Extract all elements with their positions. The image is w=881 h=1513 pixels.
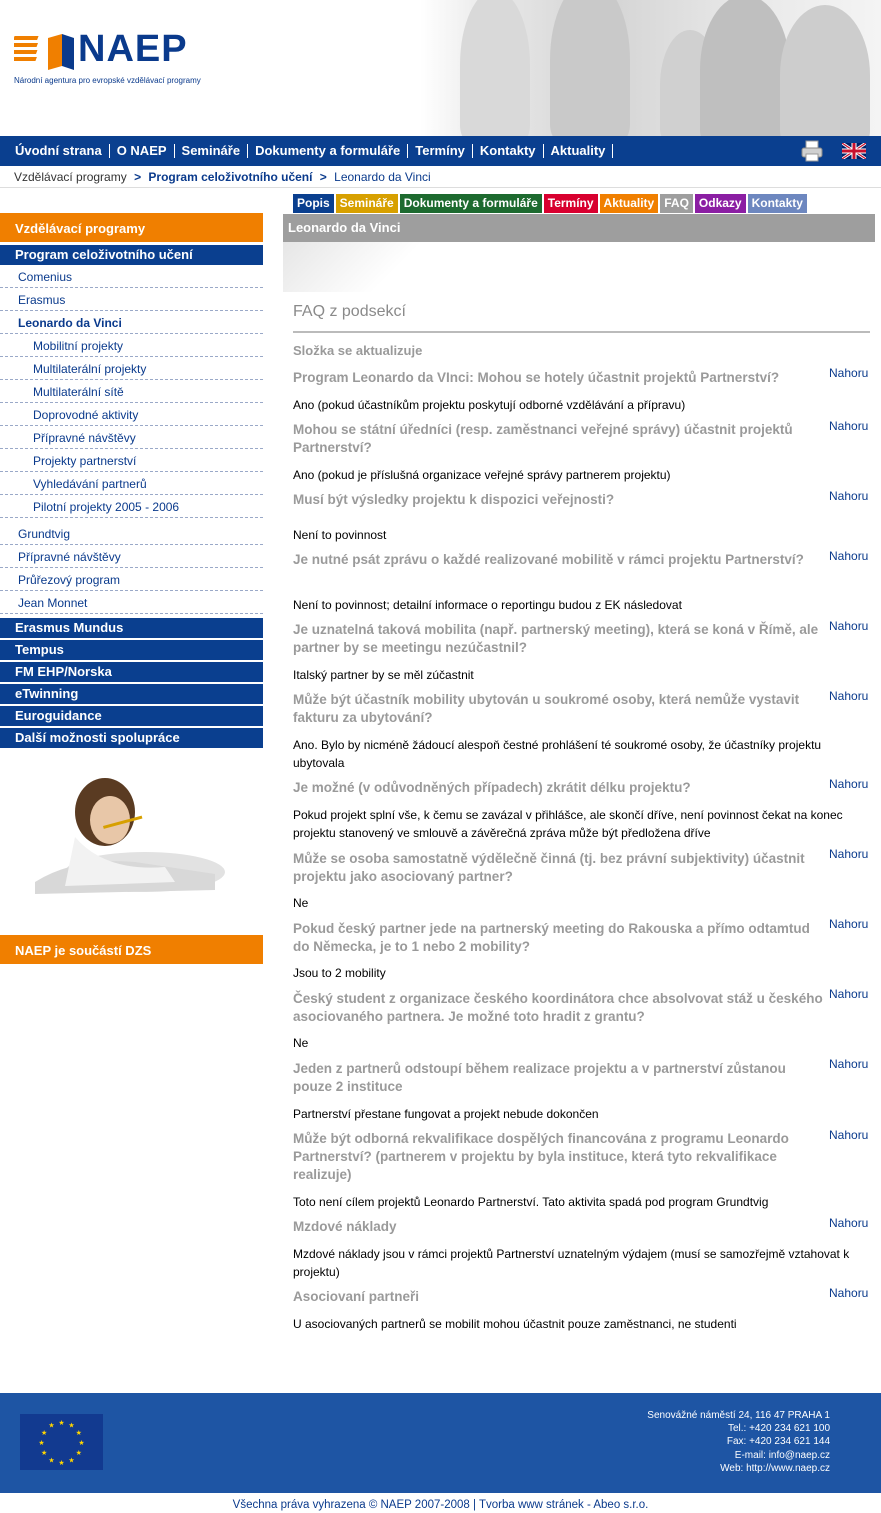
svg-text:★: ★: [41, 1449, 48, 1457]
sidebar-item-jean-monnet[interactable]: Jean Monnet: [0, 591, 263, 614]
back-to-top-link[interactable]: Nahoru: [829, 917, 869, 931]
section-tabs: [293, 194, 809, 213]
uk-flag-icon[interactable]: [842, 143, 866, 159]
breadcrumb-root[interactable]: Vzdělávací programy: [14, 170, 127, 184]
sidebar-program-euroguidance[interactable]: Euroguidance: [0, 706, 263, 726]
naep-logo[interactable]: [14, 28, 214, 88]
header: [0, 0, 881, 136]
tab-links[interactable]: Odkazy: [695, 194, 746, 213]
nav-dates[interactable]: Termíny: [408, 144, 473, 158]
sidebar-program[interactable]: Program celoživotního učení: [0, 245, 263, 265]
svg-text:★: ★: [58, 1459, 65, 1467]
faq-answer: Toto není cílem projektů Leonardo Partnerství. Tato aktivita spadá pod program Grundtvig: [293, 1195, 769, 1209]
svg-text:★: ★: [38, 1439, 45, 1447]
back-to-top-link[interactable]: Nahoru: [829, 1128, 869, 1142]
sidebar-item-erasmus[interactable]: Erasmus: [0, 288, 263, 311]
back-to-top-link[interactable]: Nahoru: [829, 987, 869, 1001]
back-to-top-link[interactable]: Nahoru: [829, 619, 869, 633]
faq-answer: Ano (pokud je příslušná organizace veřejné správy partnerem projektu): [293, 468, 671, 482]
address-line: Senovážné náměstí 24, 116 47 PRAHA 1: [647, 1410, 830, 1421]
faq-answer: Ano (pokud účastníkům projektu poskytují odborné vzdělávání a přípravu): [293, 398, 686, 412]
header-photo: [420, 0, 881, 136]
nav-about[interactable]: O NAEP: [110, 144, 175, 158]
svg-text:★: ★: [68, 1456, 75, 1465]
footer: [0, 1393, 881, 1493]
book-logo-icon: [14, 32, 76, 72]
student-photo: [15, 762, 225, 902]
sidebar-item-preparatory-visits[interactable]: Přípravné návštěvy: [0, 545, 263, 568]
fax-line: Fax: +420 234 621 144: [726, 1436, 830, 1448]
divider: [293, 331, 870, 333]
nav-contacts[interactable]: Kontakty: [473, 144, 544, 158]
web-link[interactable]: Web: http://www.naep.cz: [720, 1462, 830, 1474]
phone-line: Tel.: +420 234 621 100: [727, 1423, 830, 1435]
sidebar-program-etwinning[interactable]: eTwinning: [0, 684, 263, 704]
faq-title: FAQ z podsekcí: [293, 303, 406, 320]
sidebar-submenu: [0, 265, 263, 614]
faq-answer: Jsou to 2 mobility: [293, 966, 386, 980]
faq-answer: Mzdové náklady jsou v rámci projektů Partnerství uznatelným výdajem (musí se samozřejmě vztahovat k projektu): [293, 1247, 850, 1279]
copyright: Všechna práva vyhrazena © NAEP 2007-2008 | Tvorba www stránek - Abeo s.r.o.: [232, 1499, 649, 1511]
sidebar-heading[interactable]: Vzdělávací programy: [0, 213, 263, 242]
section-decoration: [283, 242, 433, 292]
sidebar-item-multilateral-projects[interactable]: Multilaterální projekty: [0, 357, 263, 380]
tab-faq[interactable]: FAQ: [660, 194, 693, 213]
faq-question: Jeden z partnerů odstoupí během realizace projektu a v partnerství zůstanou pouze 2 instituce: [293, 1061, 786, 1094]
top-navigation: [0, 136, 881, 166]
back-to-top-link[interactable]: Nahoru: [829, 1216, 869, 1230]
breadcrumb-separator: >: [134, 170, 142, 184]
back-to-top-link[interactable]: Nahoru: [829, 1286, 869, 1300]
sidebar-item-grundtvig[interactable]: Grundtvig: [0, 522, 263, 545]
contact-address: [647, 1409, 830, 1475]
sidebar-item-leonardo[interactable]: Leonardo da Vinci: [0, 311, 263, 334]
logo-word: NAEP: [78, 28, 188, 70]
faq-question: Je nutné psát zprávu o každé realizované mobilitě v rámci projektu Partnerství?: [293, 552, 804, 567]
svg-text:★: ★: [75, 1429, 82, 1437]
faq-answer: Partnerství přestane fungovat a projekt nebude dokončen: [293, 1107, 599, 1121]
back-to-top-link[interactable]: Nahoru: [829, 419, 869, 433]
sidebar-item-accompanying[interactable]: Doprovodné aktivity: [0, 403, 263, 426]
breadcrumb-middle[interactable]: Program celoživotního učení: [148, 170, 313, 184]
dzs-banner[interactable]: NAEP je součástí DZS: [0, 935, 263, 964]
section-title: Leonardo da Vinci: [283, 214, 875, 242]
back-to-top-link[interactable]: Nahoru: [829, 549, 869, 563]
tab-description[interactable]: Popis: [293, 194, 334, 213]
sidebar-item-preparatory[interactable]: Přípravné návštěvy: [0, 426, 263, 449]
faq-question: Může být účastník mobility ubytován u soukromé osoby, která nemůže vystavit fakturu za ubytování?: [293, 692, 800, 725]
faq-answer: Ano. Bylo by nicméně žádoucí alespoň čestné prohlášení té soukromé osoby, že účastníky projektu ubytovala: [293, 738, 822, 770]
eu-flag-icon: [20, 1414, 103, 1470]
sidebar-item-multilateral-networks[interactable]: Multilaterální sítě: [0, 380, 263, 403]
faq-question: Program Leonardo da VInci: Mohou se hotely účastnit projektů Partnerství?: [293, 370, 780, 385]
back-to-top-link[interactable]: Nahoru: [829, 689, 869, 703]
sidebar-item-pilot-projects[interactable]: Pilotní projekty 2005 - 2006: [0, 495, 263, 518]
svg-text:★: ★: [48, 1456, 55, 1465]
back-to-top-link[interactable]: Nahoru: [829, 489, 869, 503]
faq-question: Mohou se státní úředníci (resp. zaměstnanci veřejné správy) účastnit projektů Partnerství?: [293, 422, 793, 455]
svg-text:★: ★: [58, 1419, 65, 1427]
faq-question: Je uznatelná taková mobilita (např. partnerský meeting), která se koná v Římě, ale partner by se meetingu nezúčastnil?: [293, 622, 819, 655]
back-to-top-link[interactable]: Nahoru: [829, 847, 869, 861]
faq-question: Může být odborná rekvalifikace dospělých financována z programu Leonardo Partnerství? (partnerem v projektu by byla instituce, která tyto rekvalifikace realizuje): [293, 1131, 789, 1182]
sidebar-program-tempus[interactable]: Tempus: [0, 640, 263, 660]
sidebar-program-erasmus-mundus[interactable]: Erasmus Mundus: [0, 618, 263, 638]
sidebar-program-fm-ehp[interactable]: FM EHP/Norska: [0, 662, 263, 682]
faq-question: Český student z organizace českého koordinátora chce absolvovat stáž u českého asociovaného partnera. Je možné toto hradit z grantu?: [293, 991, 823, 1024]
svg-text:★: ★: [68, 1421, 75, 1430]
nav-home[interactable]: Úvodní strana: [8, 144, 110, 158]
svg-text:★: ★: [48, 1421, 55, 1430]
sidebar-item-mobility[interactable]: Mobilitní projekty: [0, 334, 263, 357]
back-to-top-link[interactable]: Nahoru: [829, 1057, 869, 1071]
back-to-top-link[interactable]: Nahoru: [829, 366, 869, 380]
sidebar: [0, 213, 263, 748]
faq-answer: Není to povinnost; detailní informace o reportingu budou z EK následovat: [293, 598, 682, 612]
logo-tagline: Národní agentura pro evropské vzdělávací programy: [14, 76, 201, 85]
faq-answer: Pokud projekt splní vše, k čemu se zavázal v přihlášce, ale skončí dříve, není povinnost čekat na konec projektu stanovený ve smlouvě a závěrečná zpráva může být předložena dříve: [293, 808, 843, 840]
tab-news[interactable]: Aktuality: [600, 194, 659, 213]
faq-answer: Ne: [293, 896, 309, 910]
faq-answer: Není to povinnost: [293, 528, 387, 542]
nav-seminars[interactable]: Semináře: [175, 144, 249, 158]
faq-answer: Ne: [293, 1036, 309, 1050]
email-link[interactable]: E-mail: info@naep.cz: [734, 1449, 830, 1461]
sidebar-item-partner-search[interactable]: Vyhledávání partnerů: [0, 472, 263, 495]
printer-icon[interactable]: [800, 140, 824, 162]
nav-news[interactable]: Aktuality: [544, 144, 614, 158]
faq-question: Mzdové náklady: [293, 1219, 397, 1234]
faq-answer: U asociovaných partnerů se mobilit mohou účastnit pouze zaměstnanci, ne studenti: [293, 1317, 737, 1331]
svg-text:★: ★: [41, 1429, 48, 1437]
nav-documents[interactable]: Dokumenty a formuláře: [248, 144, 408, 158]
breadcrumb: [14, 170, 431, 184]
tab-documents[interactable]: Dokumenty a formuláře: [400, 194, 542, 213]
tab-contacts[interactable]: Kontakty: [748, 194, 807, 213]
breadcrumb-current: Leonardo da Vinci: [334, 170, 431, 184]
sidebar-item-transversal[interactable]: Průřezový program: [0, 568, 263, 591]
faq-question: Může se osoba samostatně výdělečně činná (tj. bez právní subjektivity) účastnit projektu jako asociovaný partner?: [293, 851, 805, 884]
faq-question: Pokud český partner jede na partnerský meeting do Rakouska a přímo odtamtud do Německa, je to 1 nebo 2 mobility?: [293, 921, 810, 954]
divider: [0, 187, 881, 188]
tab-dates[interactable]: Termíny: [544, 194, 598, 213]
faq-answer: Italský partner by se měl zúčastnit: [293, 668, 474, 682]
tab-seminars[interactable]: Semináře: [336, 194, 398, 213]
svg-text:★: ★: [78, 1439, 85, 1447]
faq-status: Složka se aktualizuje: [293, 343, 423, 358]
back-to-top-link[interactable]: Nahoru: [829, 777, 869, 791]
breadcrumb-separator: >: [319, 170, 327, 184]
sidebar-program-other[interactable]: Další možnosti spolupráce: [0, 728, 263, 748]
sidebar-item-partnerships[interactable]: Projekty partnerství: [0, 449, 263, 472]
faq-question: Je možné (v odůvodněných případech) zkrátit délku projektu?: [293, 780, 691, 795]
faq-question: Asociovaní partneři: [293, 1289, 420, 1304]
faq-question: Musí být výsledky projektu k dispozici veřejnosti?: [293, 492, 615, 507]
sidebar-item-comenius[interactable]: Comenius: [0, 265, 263, 288]
svg-text:★: ★: [75, 1449, 82, 1457]
